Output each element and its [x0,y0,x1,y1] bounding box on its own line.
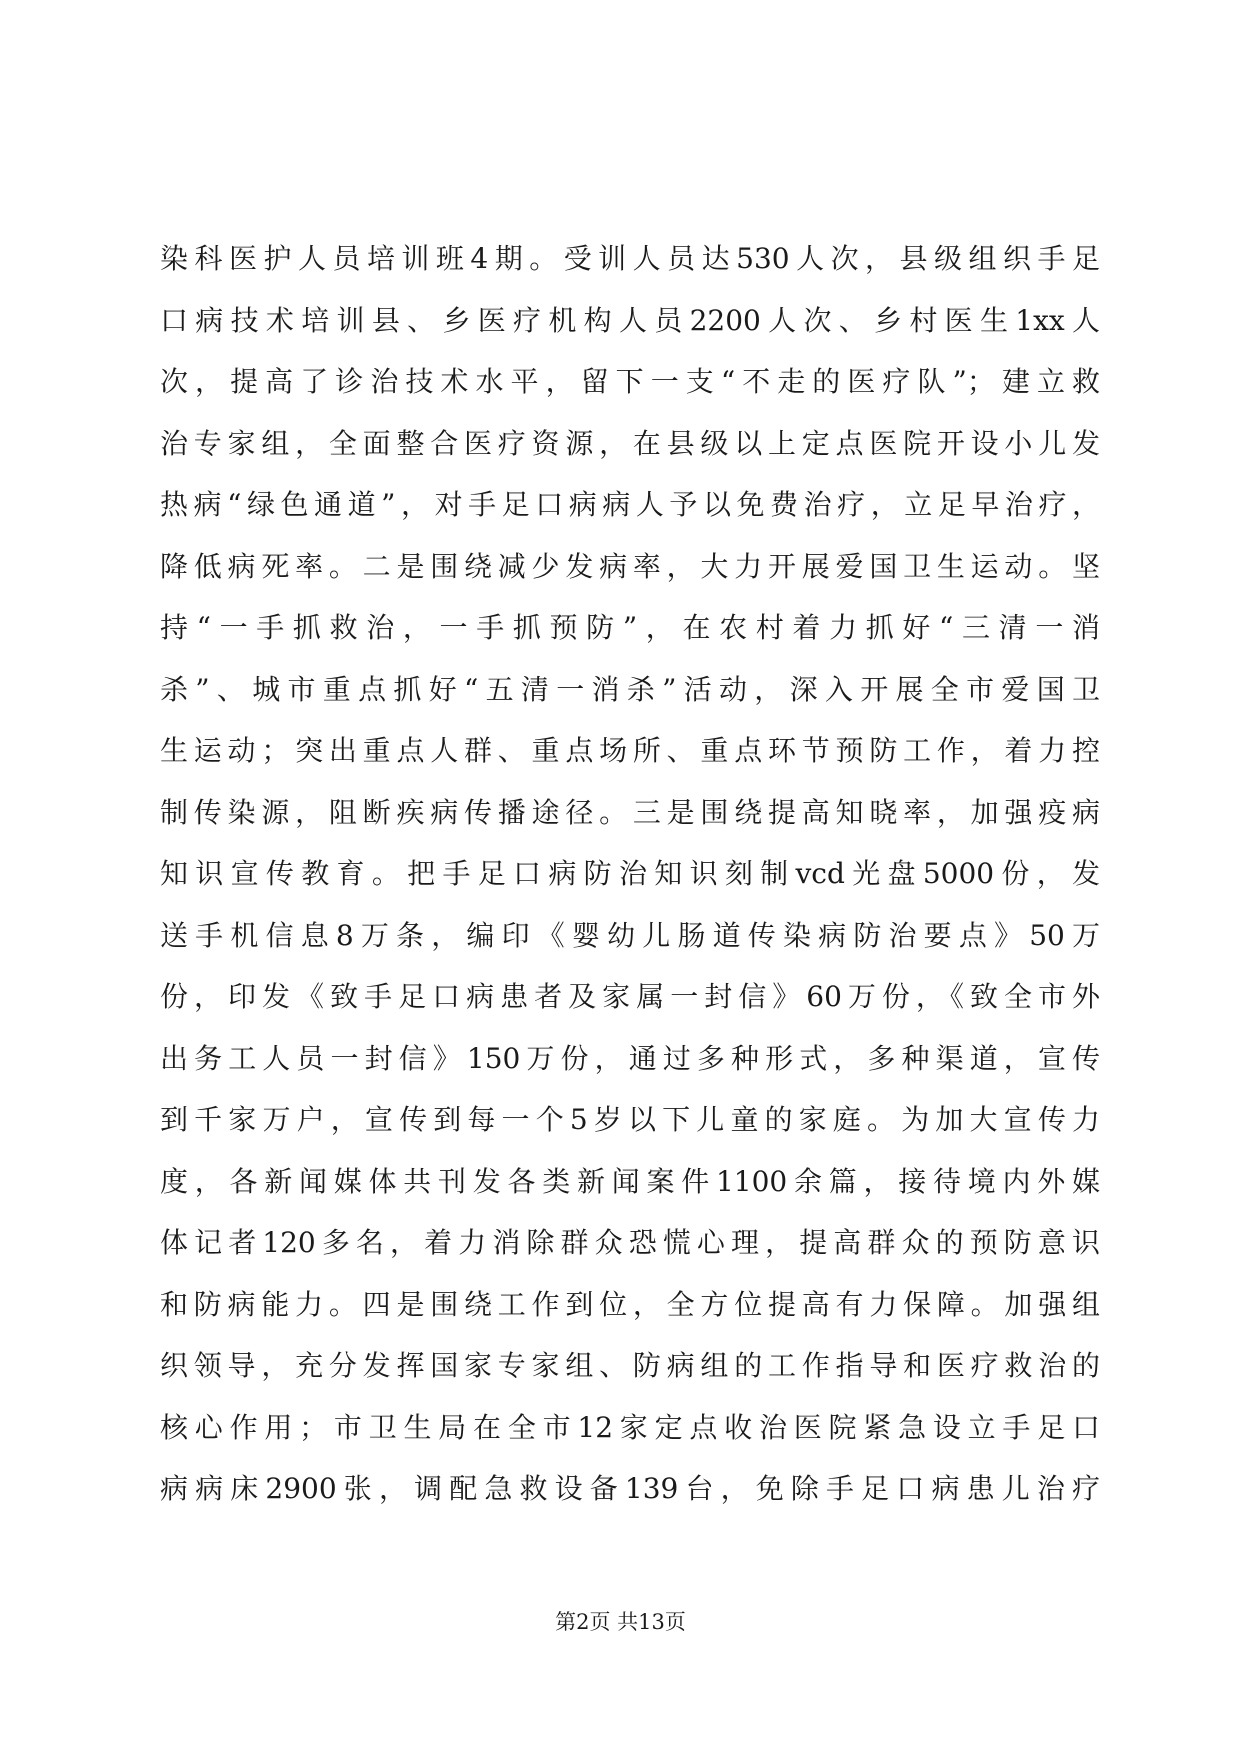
text-line: 热病“绿色通道”，对手足口病病人予以免费治疗，立足早治疗， [160,488,1100,521]
text-line: 度，各新闻媒体共刊发各类新闻案件1100余篇，接待境内外媒 [160,1164,1100,1198]
text-line: 降低病死率。二是围绕减少发病率，大力开展爱国卫生运动。坚 [160,549,1100,583]
body-text [160,228,1100,1520]
text-line: 治专家组，全面整合医疗资源，在县级以上定点医院开设小儿发 [160,426,1100,460]
page-number-footer: 第2页 共13页 [555,1610,686,1634]
text-line: 制传染源，阻断疾病传播途径。三是围绕提高知晓率，加强疫病 [160,795,1100,829]
text-line: 染科医护人员培训班4期。受训人员达530人次，县级组织手足 [160,242,1100,275]
text-line: 织领导，充分发挥国家专家组、防病组的工作指导和医疗救治的 [160,1349,1100,1382]
text-line: 送手机信息8万条，编印《婴幼儿肠道传染病防治要点》50万 [160,918,1100,952]
text-line: 口病技术培训县、乡医疗机构人员2200人次、乡村医生1xx人 [160,303,1100,337]
text-line: 持“一手抓救治，一手抓预防”，在农村着力抓好“三清一消 [160,611,1100,644]
text-line: 出务工人员一封信》150万份，通过多种形式，多种渠道，宣传 [160,1041,1100,1075]
text-line: 核心作用；市卫生局在全市12家定点收治医院紧急设立手足口 [160,1410,1100,1444]
text-line: 病病床2900张，调配急救设备139台，免除手足口病患儿治疗 [160,1472,1100,1505]
text-line: 体记者120多名，着力消除群众恐慌心理，提高群众的预防意识 [160,1226,1100,1259]
text-line: 到千家万户，宣传到每一个5岁以下儿童的家庭。为加大宣传力 [160,1103,1100,1136]
text-line: 份，印发《致手足口病患者及家属一封信》60万份，《致全市外 [160,980,1100,1013]
text-line: 生运动；突出重点人群、重点场所、重点环节预防工作，着力控 [160,734,1100,767]
text-line: 知识宣传教育。把手足口病防治知识刻制vcd光盘5000份，发 [160,857,1100,890]
text-line: 和防病能力。四是围绕工作到位，全方位提高有力保障。加强组 [160,1287,1100,1321]
text-line: 次，提高了诊治技术水平，留下一支“不走的医疗队”；建立救 [160,365,1100,398]
text-line: 杀”、城市重点抓好“五清一消杀”活动，深入开展全市爱国卫 [160,672,1100,706]
